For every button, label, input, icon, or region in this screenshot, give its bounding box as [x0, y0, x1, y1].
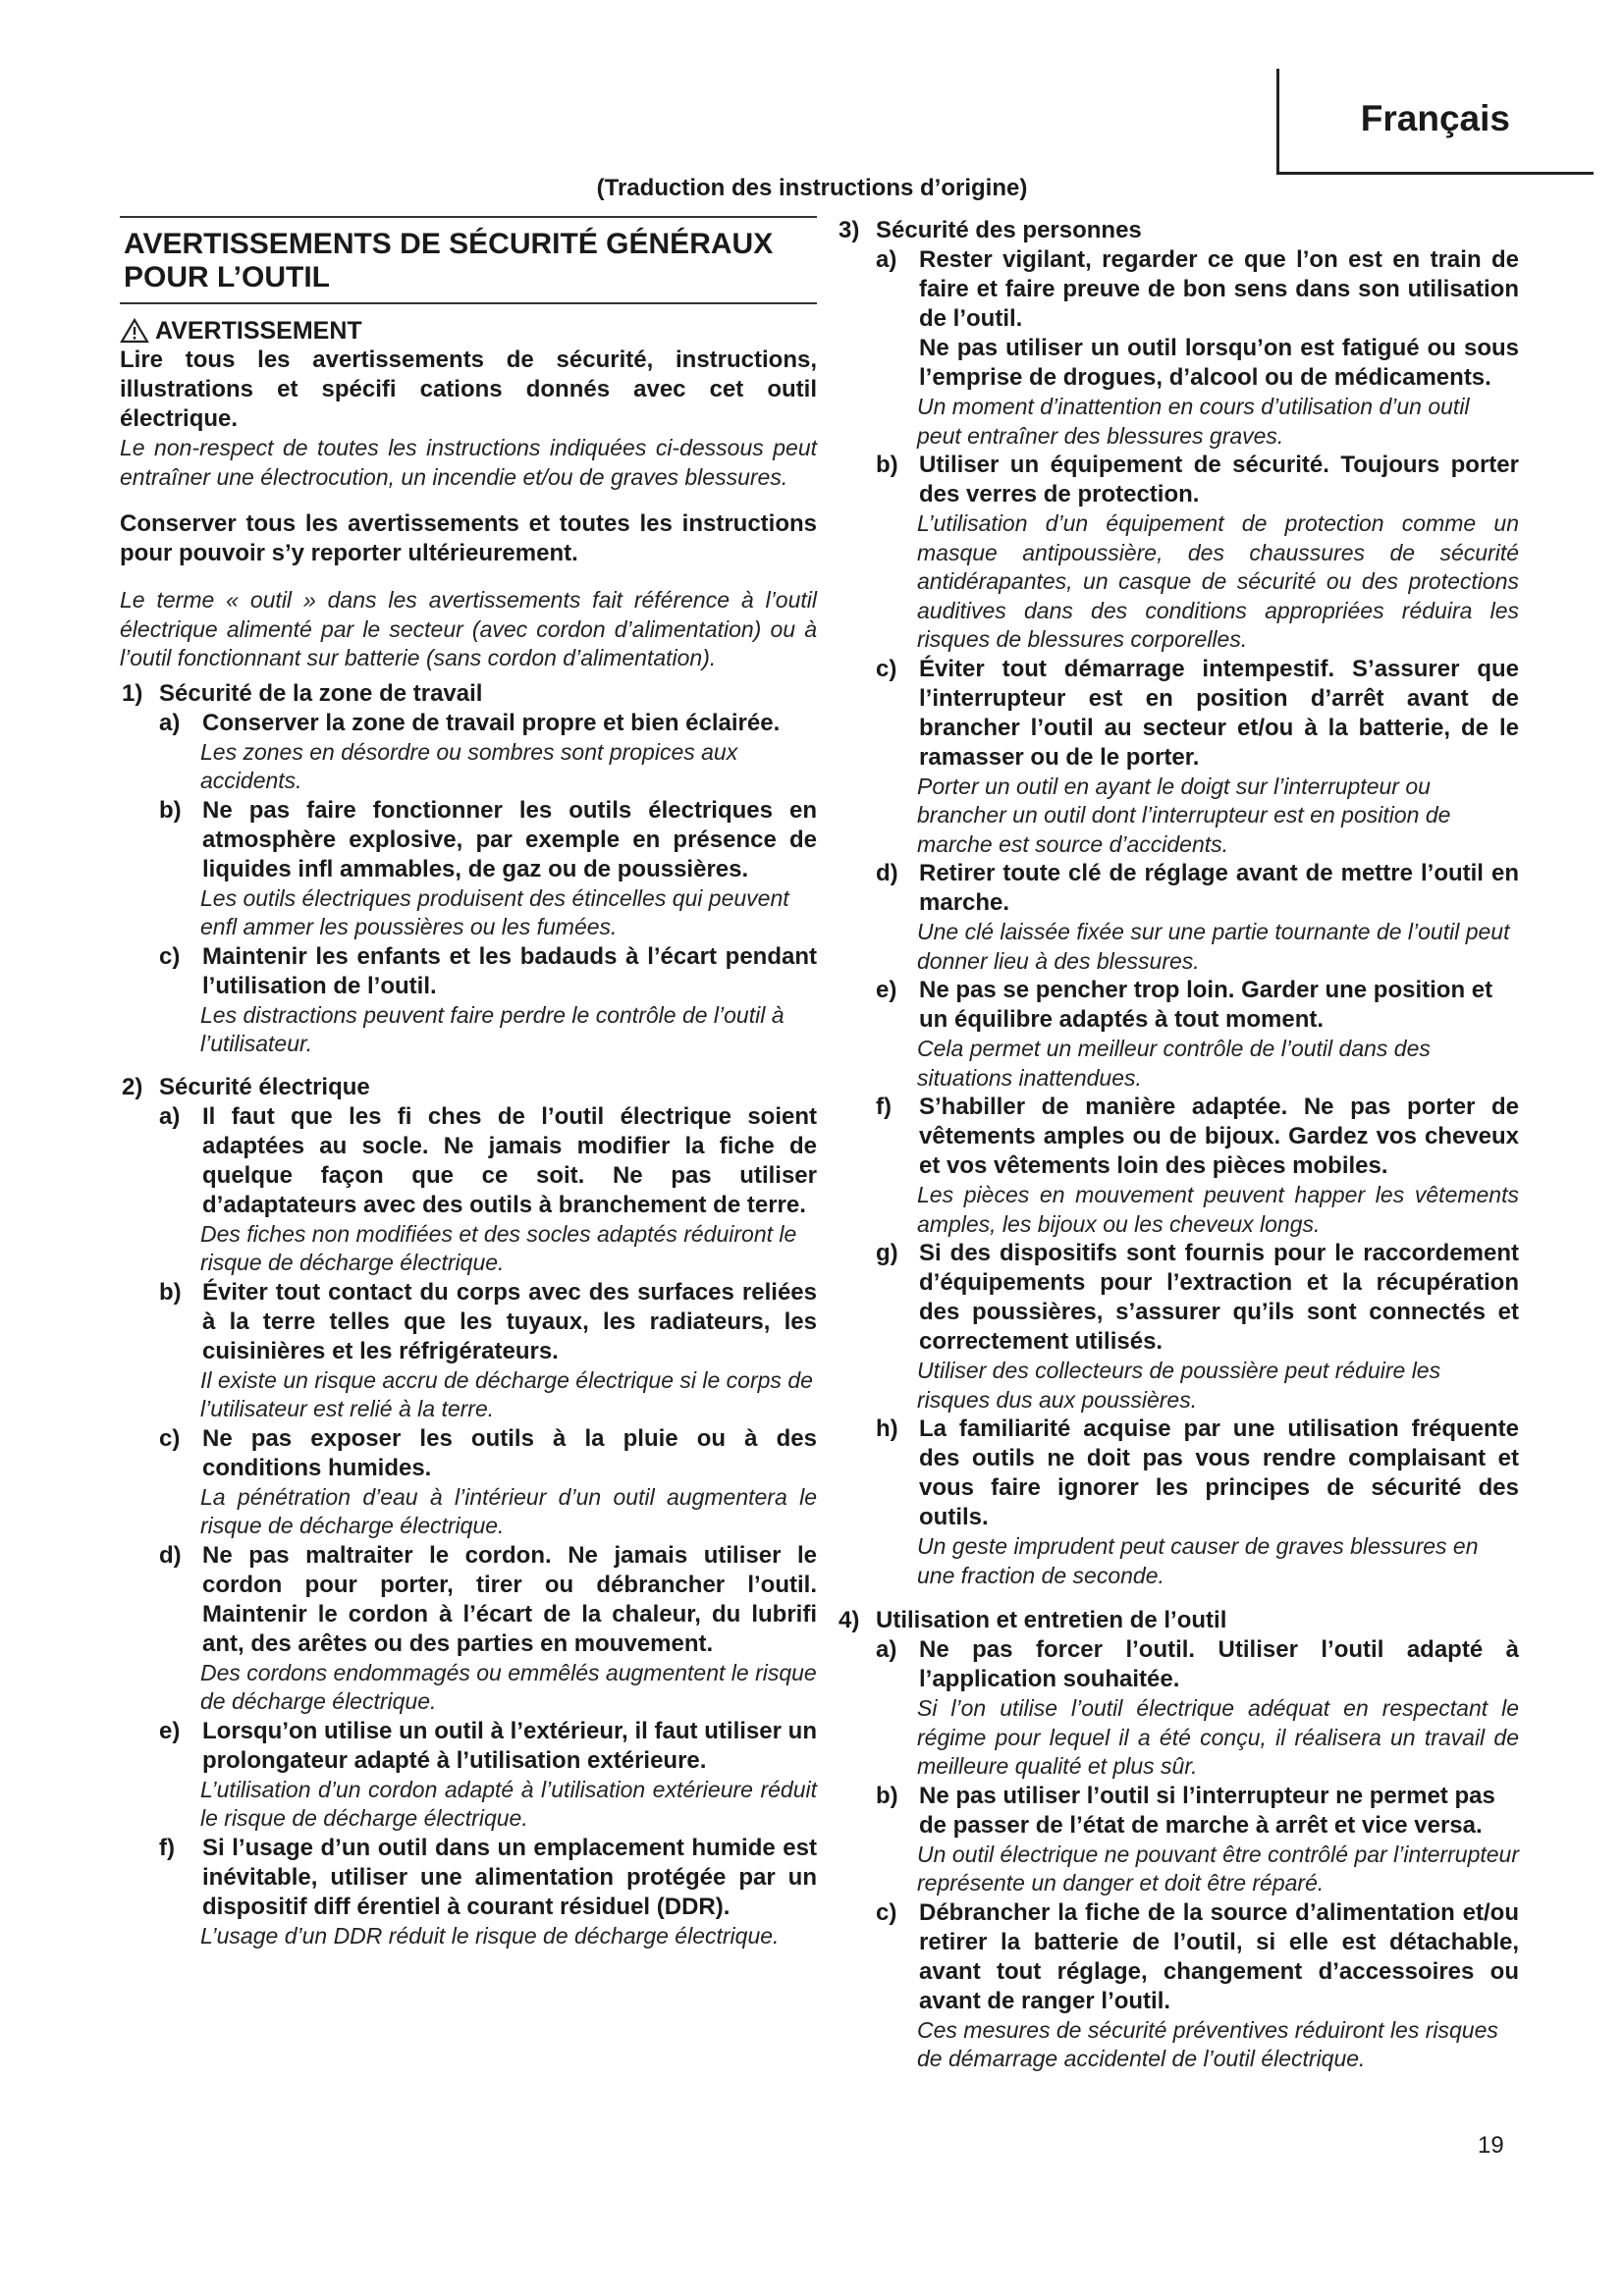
list-item: c) Débrancher la fiche de la source d’alimentation et/ou retirer la batterie de l’outil, si elle est détachable, avant tout réglage, changement d’accessoires ou avant de ranger l’outil. Ces mesures de sécurité préventives réduiront les risques de démarrage accidentel de l’outil électrique. [876, 1898, 1519, 2071]
page-title: AVERTISSEMENTS DE SÉCURITÉ GÉNÉRAUX POUR L’OUTIL [120, 216, 817, 304]
list-item: d) Ne pas maltraiter le cordon. Ne jamais utiliser le cordon pour porter, tirer ou débrancher l’outil. Maintenir le cordon à l’écart de la chaleur, du lubrifi ant, des arêtes ou des parties en mouvement. Des cordons endommagés ou emmêlés augmentent le risque de décharge électrique. [159, 1541, 817, 1714]
list-item: h) La familiarité acquise par une utilisation fréquente des outils ne doit pas vous rendre complaisant et vous faire ignorer les principes de sécurité des outils. Un geste imprudent peut causer de graves blessures en une fraction de seconde. [876, 1415, 1519, 1588]
section-1-heading: 1) Sécurité de la zone de travail [122, 679, 483, 707]
translation-subtitle: (Traduction des instructions d’origine) [596, 175, 1028, 201]
term-definition-text: Le terme « outil » dans les avertissements fait référence à l’outil électrique alimenté par le secteur (avec cordon d’alimentation) ou à l’outil fonctionnant sur batterie (sans cordon d’alimentation). [120, 587, 817, 670]
warning-bold-text: Lire tous les avertissements de sécurité, instructions, illustrations et spécifi cations donnés avec cet outil électrique. [120, 347, 817, 432]
list-item: c) Ne pas exposer les outils à la pluie ou à des conditions humides. La pénétration d’eau à l’intérieur d’un outil augmentera le risque de décharge électrique. [159, 1424, 817, 1538]
list-item: b) Utiliser un équipement de sécurité. Toujours porter des verres de protection. L’utilisation d’un équipement de protection comme un masque antipoussière, des chaussures de sécurité antidérapantes, un casque de sécurité ou des protections auditives dans des conditions appropriées réduira les risques de blessures corporelles. [876, 452, 1519, 652]
list-item: a) Ne pas forcer l’outil. Utiliser l’outil adapté à l’application souhaitée. Si l’on utilise l’outil électrique adéquat en respectant le régime pour lequel il a été conçu, il réalisera un travail de meilleure qualité et plus sûr. [876, 1636, 1519, 1779]
keep-instructions-text: Conserver tous les avertissements et toutes les instructions pour pouvoir s’y reporter ultérieurement. [120, 510, 817, 566]
page-number: 19 [1478, 2132, 1504, 2159]
list-item: c) Éviter tout démarrage intempestif. S’assurer que l’interrupteur est en position d’arrêt avant de brancher l’outil au secteur et/ou à la batterie, de le ramasser ou de le porter. Porter un outil en ayant le doigt sur l’interrupteur ou brancher un outil dont l’interrupteur est en position de marche est source d’accidents. [876, 655, 1519, 857]
warning-heading [120, 316, 817, 346]
list-item: e) Ne pas se pencher trop loin. Garder une position et un équilibre adaptés à tout moment. Cela permet un meilleur contrôle de l’outil dans des situations inattendues. [876, 977, 1493, 1091]
right-column [837, 216, 1519, 2074]
list-item: f) Si l’usage d’un outil dans un emplacement humide est inévitable, utiliser une alimentation protégée par un dispositif diff érentiel à courant résiduel (DDR). L’usage d’un DDR réduit le risque de décharge électrique. [159, 1834, 817, 1949]
warning-label: AVERTISSEMENT [155, 317, 362, 345]
language-tab [1276, 69, 1594, 175]
list-item: a) Il faut que les fi ches de l’outil électrique soient adaptées au socle. Ne jamais modifier la fiche de quelque façon que ce soit. Ne pas utiliser d’adaptateurs avec des outils à branchement de terre. Des fiches non modifiées et des socles adaptés réduiront le risque de décharge électrique. [159, 1102, 817, 1275]
language-label: Français [1360, 98, 1510, 138]
section-3-heading: 3) Sécurité des personnes [839, 217, 1142, 243]
list-item: b) Ne pas utiliser l’outil si l’interrupteur ne permet pas de passer de l’état de marche à arrêt et vice versa. Un outil électrique ne pouvant être contrôlé par l’interrupteur représente un danger et doit être réparé. [876, 1782, 1519, 1896]
warning-italic-text: Le non-respect de toutes les instructions indiquées ci-dessous peut entraîner une électrocution, un incendie et/ou de graves blessures. [120, 435, 817, 490]
list-item: b) Éviter tout contact du corps avec des surfaces reliées à la terre telles que les tuyaux, les radiateurs, les cuisinières et les réfrigérateurs. Il existe un risque accru de décharge électrique si le corps de l’utilisateur est relié à la terre. [159, 1278, 817, 1421]
list-item: b) Ne pas faire fonctionner les outils électriques en atmosphère explosive, par exemple en présence de liquides infl ammables, de gaz ou de poussières. Les outils électriques produisent des étincelles qui peuvent enfl ammer les poussières ou les fumées. [159, 796, 817, 939]
warning-triangle-icon [120, 318, 149, 344]
list-item: d) Retirer toute clé de réglage avant de mettre l’outil en marche. Une clé laissée fixée sur une partie tournante de l’outil peut donner lieu à des blessures. [876, 860, 1519, 974]
list-item: e) Lorsqu’on utilise un outil à l’extérieur, il faut utiliser un prolongateur adapté à l’utilisation extérieure. L’utilisation d’un cordon adapté à l’utilisation extérieure réduit le risque de décharge électrique. [159, 1717, 817, 1831]
list-item: f) S’habiller de manière adaptée. Ne pas porter de vêtements amples ou de bijoux. Gardez vos cheveux et vos vêtements loin des pièces mobiles. Les pièces en mouvement peuvent happer les vêtements amples, les bijoux ou les cheveux longs. [876, 1094, 1519, 1237]
list-item: a) Conserver la zone de travail propre et bien éclairée. Les zones en désordre ou sombres sont propices aux accidents. [159, 709, 781, 793]
section-2-heading: 2) Sécurité électrique [122, 1073, 370, 1100]
list-item: a) Rester vigilant, regarder ce que l’on est en train de faire et faire preuve de bon sens dans son utilisation de l’outil. Ne pas utiliser un outil lorsqu’on est fatigué ou sous l’emprise de drogues, d’alcool ou de médicaments. Un moment d’inattention en cours d’utilisation d’un outil peut entraîner des blessures graves. [876, 246, 1519, 449]
list-item: c) Maintenir les enfants et les badauds à l’écart pendant l’utilisation de l’outil. Les distractions peuvent faire perdre le contrôle de l’outil à l’utilisateur. [159, 942, 817, 1056]
section-4-heading: 4) Utilisation et entretien de l’outil [839, 1607, 1227, 1633]
list-item: g) Si des dispositifs sont fournis pour le raccordement d’équipements pour l’extraction et la récupération des poussières, s’assurer qu’ils sont connectés et correctement utilisés. Utiliser des collecteurs de poussière peut réduire les risques dus aux poussières. [876, 1240, 1519, 1413]
left-column [120, 216, 817, 1950]
